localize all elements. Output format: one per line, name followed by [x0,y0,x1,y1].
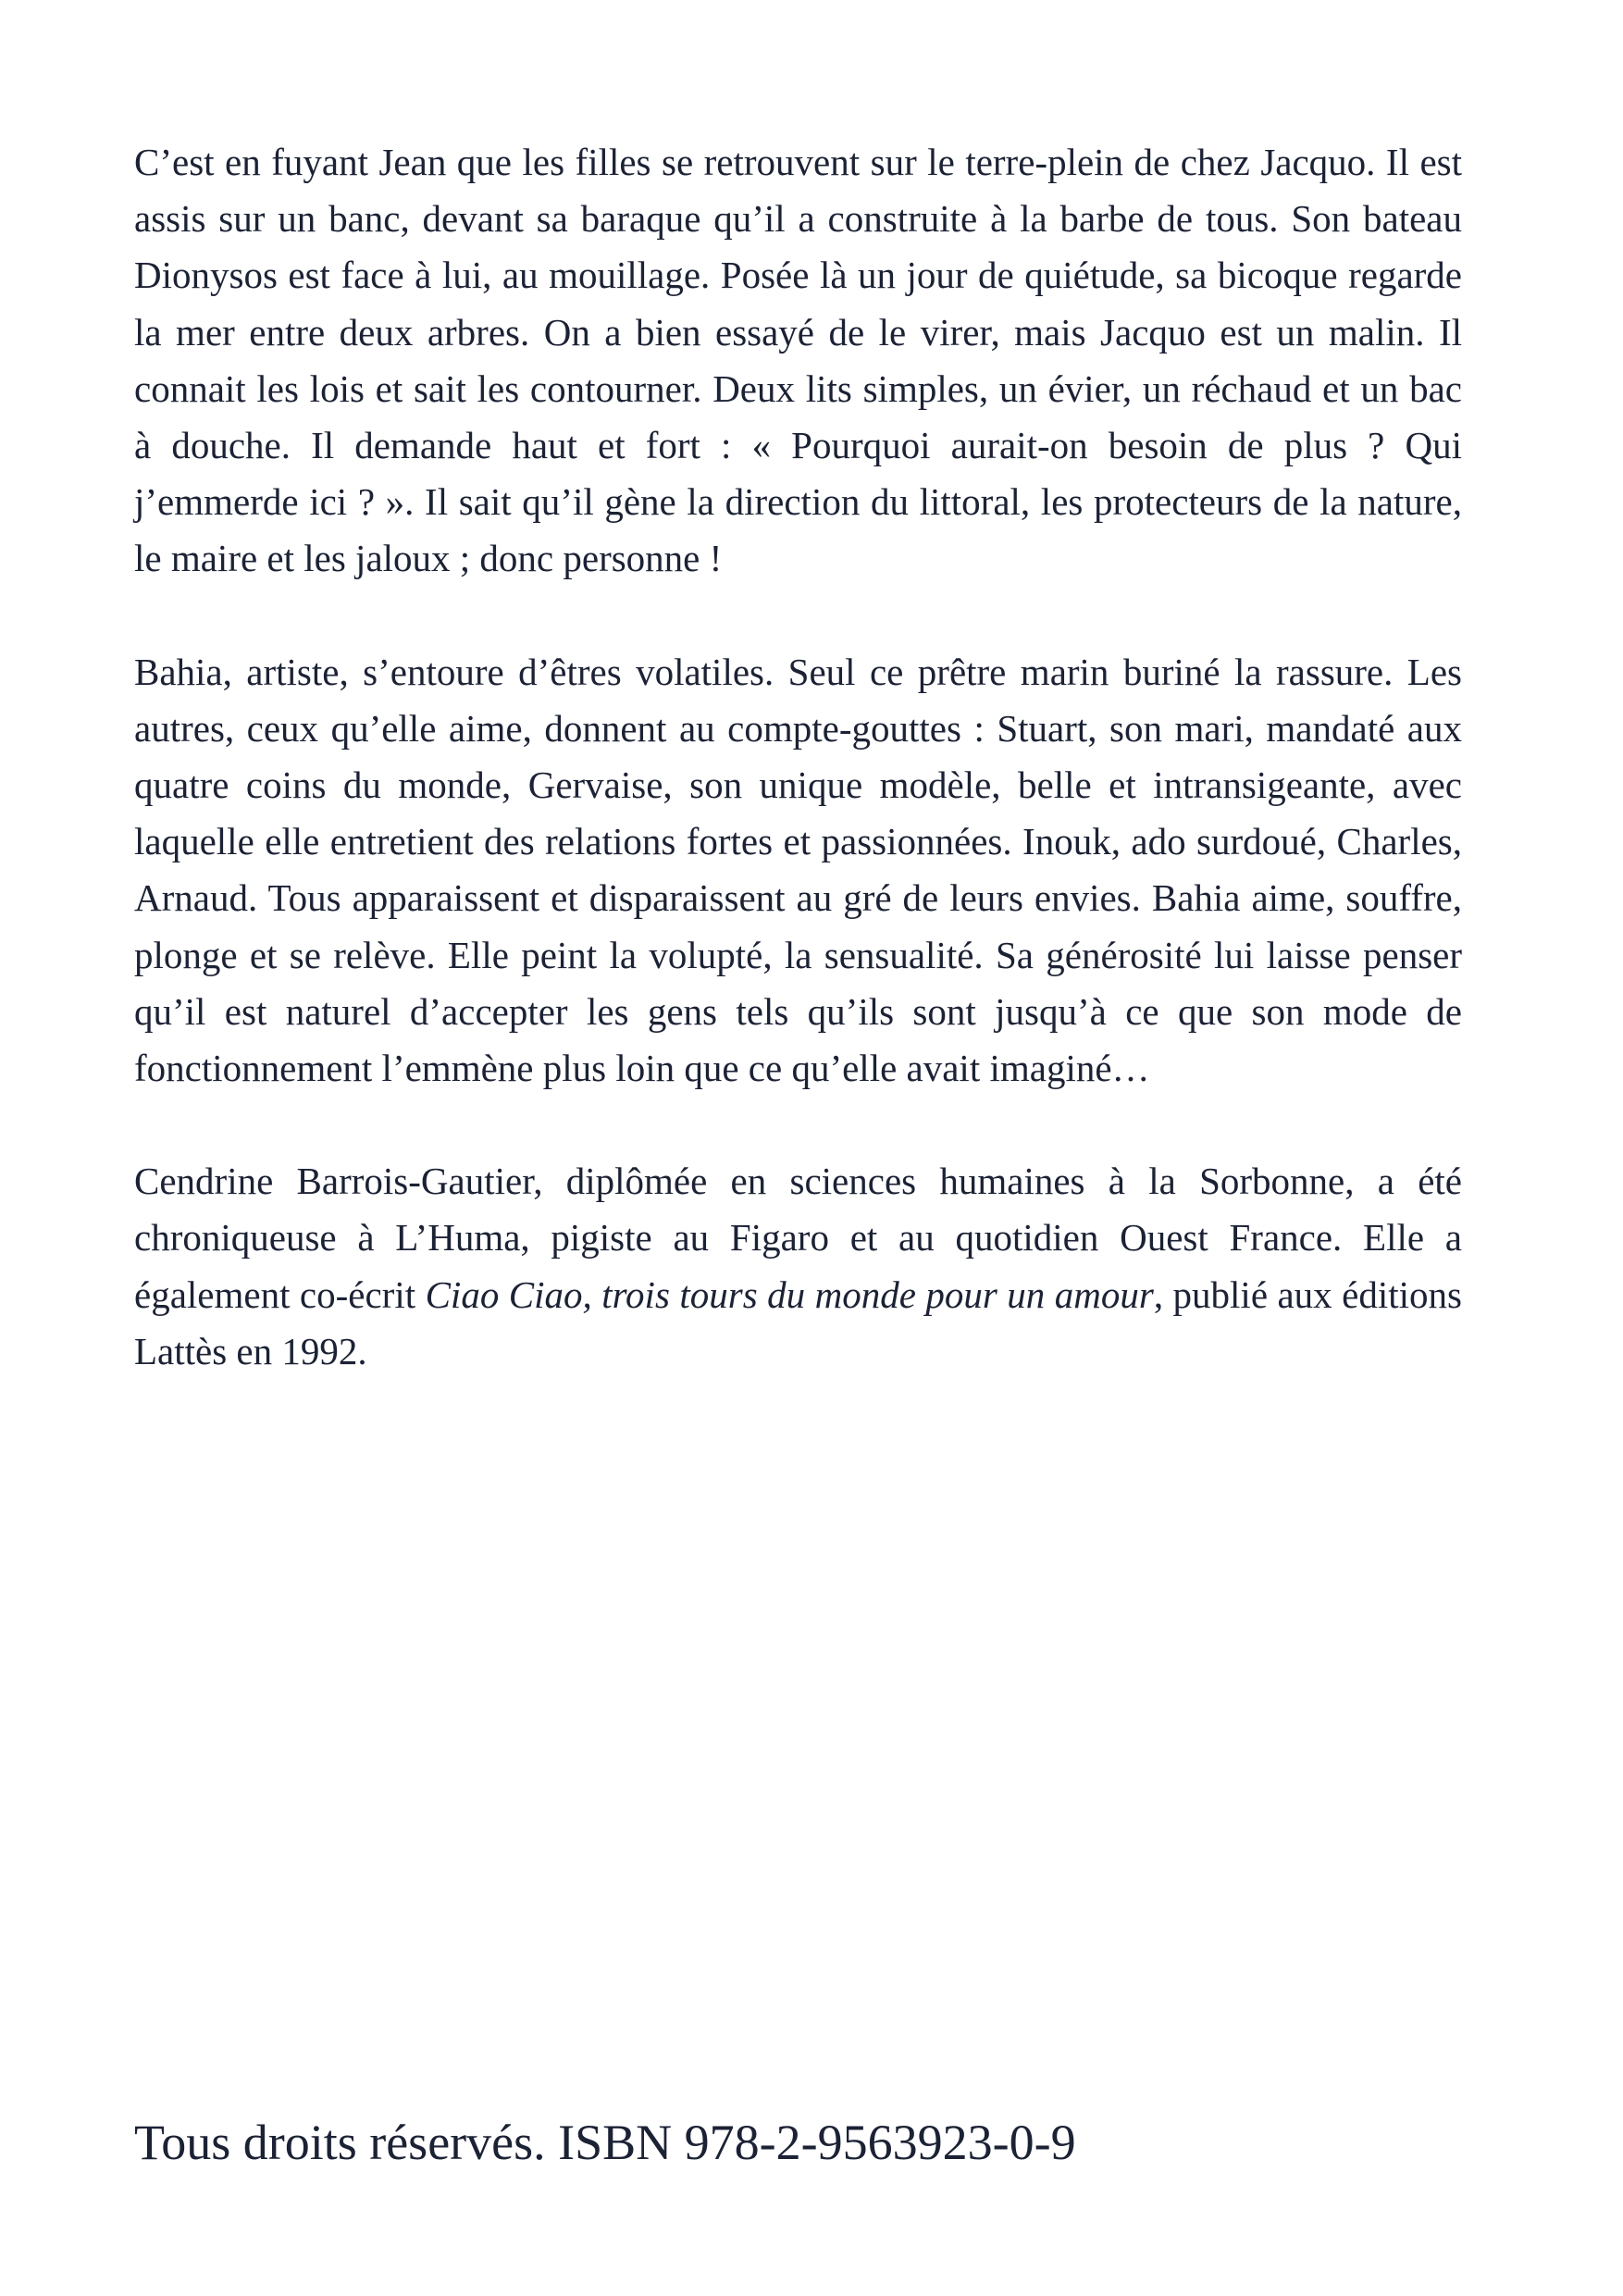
back-cover-text [134,134,1462,1380]
synopsis-paragraph-1: C’est en fuyant Jean que les filles se retrouvent sur le terre-plein de chez Jacquo. Il est assis sur un banc, devant sa baraque qu’il a construite à la barbe de tous. Son bateau Dionysos est face à lui, au mouillage. Posée là un jour de quiétude, sa bicoque regarde la mer entre deux arbres. On a bien essayé de le virer, mais Jacquo est un malin. Il connait les lois et sait les contourner. Deux lits simples, un évier, un réchaud et un bac à douche. Il demande haut et fort : « Pourquoi aurait-on besoin de plus ? Qui j’emmerde ici ? ». Il sait qu’il gène la direction du littoral, les protecteurs de la nature, le maire et les jaloux ; donc personne ! [134,141,1462,580]
author-bio [134,1153,1462,1380]
author-bio-text-end: , publié aux éditions Lattès en 1992. [134,1272,1462,1372]
synopsis-paragraph-2: Bahia, artiste, s’entoure d’êtres volatiles. Seul ce prêtre marin buriné la rassure. Les autres, ceux qu’elle aime, donnent au compte-gouttes : Stuart, son mari, mandaté aux quatre coins du monde, Gervaise, son unique modèle, belle et intransigeante, avec laquelle elle entretient des relations fortes et passionnées. Inouk, ado surdoué, Charles, Arnaud. Tous apparaissent et disparaissent au gré de leurs envies. Bahia aime, souffre, plonge et se relève. Elle peint la volupté, la sensualité. Sa générosité lui laisse penser qu’il est naturel d’accepter les gens tels qu’ils sont jusqu’à ce que son mode de fonctionnement l’emmène plus loin que ce qu’elle avait imaginé… [134,650,1462,1090]
author-bio-text: Cendrine Barrois-Gautier, diplômée en sciences humaines à la Sorbonne, a été chroniqueuse à L’Huma, pigiste au Figaro et au quotidien Ouest France. Elle a également co-écrit [134,1160,1462,1316]
rights-isbn-line: Tous droits réservés. ISBN 978-2-9563923-0-9 [134,2115,1076,2170]
book-title: Ciao Ciao, trois tours du monde pour un amour [425,1272,1154,1316]
